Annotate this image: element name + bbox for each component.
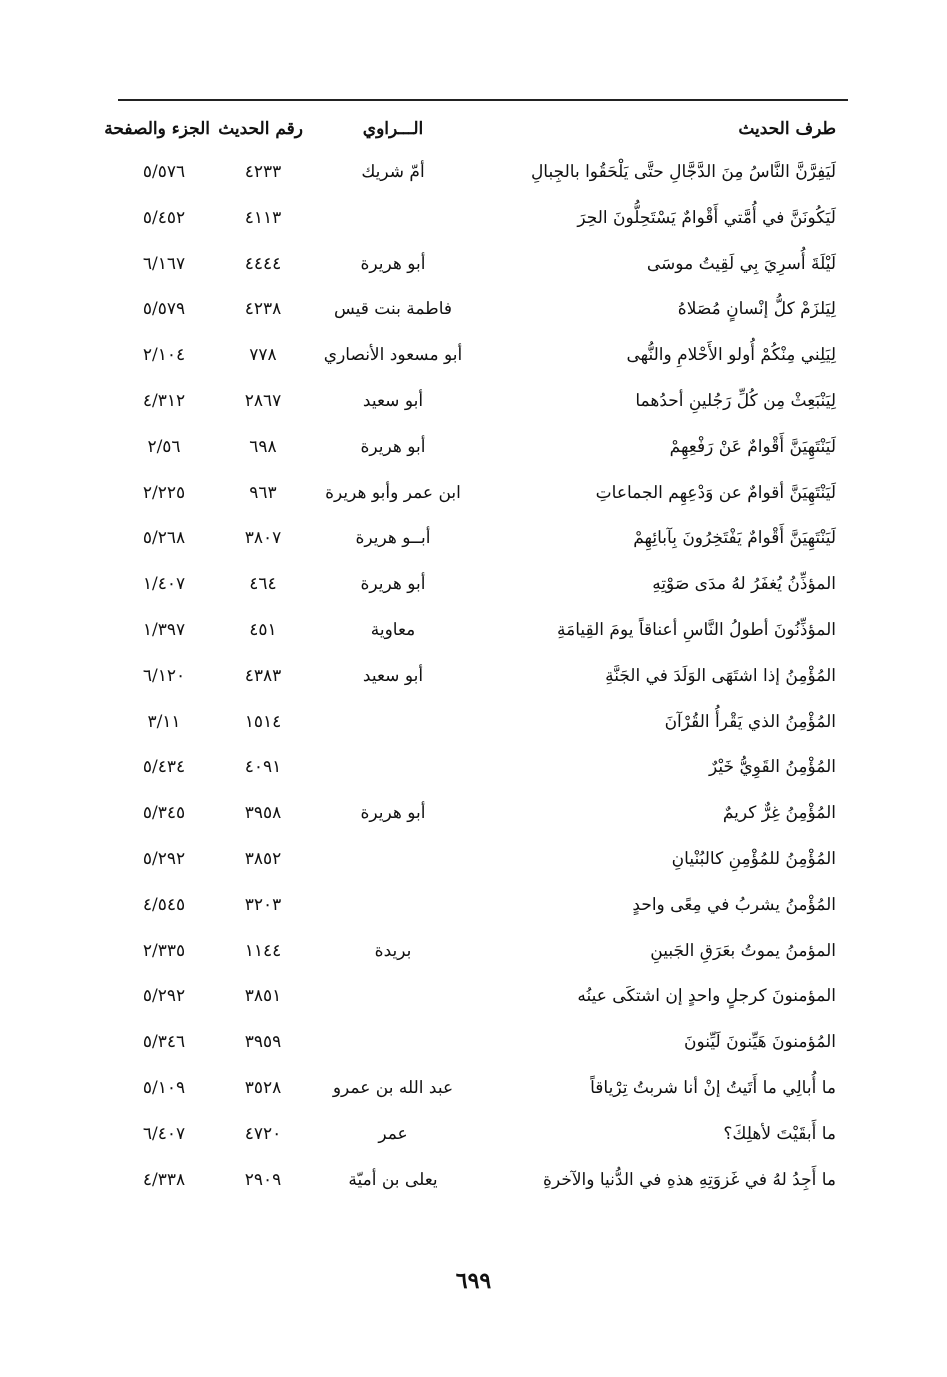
volume-page: ٦/١٢٠ xyxy=(142,665,186,686)
hadith-number: ٦٩٨ xyxy=(249,436,277,457)
hadith-text: لَيَكُونَنَّ في أُمَّتي أَقْوامٌ يَسْتَحِلُّونَ الحِرَ xyxy=(577,207,836,228)
header-hadith-text: طرف الحديث xyxy=(738,119,836,139)
volume-page: ٦/١٦٧ xyxy=(142,253,186,274)
volume-page: ٤/٥٤٥ xyxy=(142,894,186,915)
narrator: أبو هريرة xyxy=(360,436,426,457)
table-header xyxy=(104,112,848,146)
narrator: عمر xyxy=(378,1123,408,1144)
hadith-text: لَيَنْتَهِيَنَّ أقوامٌ عن وَدْعِهِم الجماعاتِ xyxy=(595,482,836,503)
volume-page: ٢/٣٣٥ xyxy=(142,940,186,961)
hadith-number: ٤٢٣٨ xyxy=(244,299,282,320)
table-row xyxy=(118,1160,848,1200)
table-row xyxy=(118,427,848,467)
hadith-text: المُؤمنونَ هَيِّنونَ لَيِّنونَ xyxy=(683,1032,836,1053)
table-row xyxy=(118,1114,848,1154)
table-row xyxy=(118,518,848,558)
header-rule xyxy=(118,99,848,101)
volume-page: ٤/٣٣٨ xyxy=(142,1169,186,1190)
hadith-number: ١١٤٤ xyxy=(244,940,282,961)
volume-page: ١/٤٠٧ xyxy=(142,574,186,595)
table-row xyxy=(118,198,848,238)
table-row xyxy=(118,244,848,284)
table-row xyxy=(118,702,848,742)
hadith-number: ٣٥٢٨ xyxy=(244,1078,282,1098)
hadith-number: ٢٨٦٧ xyxy=(244,391,282,411)
volume-page: ٢/١٠٤ xyxy=(142,345,186,366)
volume-page: ٣/١١ xyxy=(147,711,181,732)
hadith-number: ٤٣٨٣ xyxy=(244,665,282,686)
hadith-number: ٤٢٣٣ xyxy=(244,162,282,182)
hadith-text: لِيَلِني مِنْكُمْ أُولو الأَحْلامِ والنُّهى xyxy=(626,345,836,366)
volume-page: ٢/٥٦ xyxy=(147,436,181,457)
hadith-text: المؤذِّنُونَ أطولُ النَّاسِ أعناقاً يومَ القِيامَةِ xyxy=(556,620,836,640)
narrator: فاطمة بنت قيس xyxy=(333,299,453,320)
hadith-text: لَيَفِرَّنَّ النَّاسُ مِنَ الدَّجَّالِ حتَّى يَلْحَقُوا بالجِبالِ xyxy=(530,162,836,182)
narrator: ابن عمر وأبو هريرة xyxy=(325,482,461,503)
table-row xyxy=(118,473,848,513)
hadith-text: لِيَنْبَعِثْ مِن كُلِّ رَجُلينِ أحدُهما xyxy=(635,391,836,411)
hadith-text: ما أَجِدُ لهُ في غَزوَتِهِ هذهِ في الدُّنيا والآخرةِ xyxy=(543,1169,836,1190)
table-row xyxy=(118,289,848,329)
volume-page: ٥/٤٣٤ xyxy=(142,757,186,778)
hadith-text: المُؤْمِنُ إذا اشتَهَى الوَلَدَ في الجَنَّةِ xyxy=(605,665,836,686)
volume-page: ٥/٢٦٨ xyxy=(142,528,186,549)
hadith-number: ٤١١٣ xyxy=(244,207,282,228)
narrator: بريدة xyxy=(374,940,412,961)
hadith-number: ٤٧٢٠ xyxy=(244,1123,282,1144)
header-narrator: الـــراوي xyxy=(362,119,424,139)
hadith-number: ٣٩٥٨ xyxy=(244,803,282,824)
volume-page: ٥/٥٧٦ xyxy=(142,162,186,182)
header-hadith-number: رقم الحديث xyxy=(218,119,303,139)
hadith-number: ٣٨٥١ xyxy=(244,986,282,1007)
narrator: عبد الله بن عمرو xyxy=(332,1078,454,1098)
narrator: أمّ شريك xyxy=(361,162,425,182)
hadith-number: ٣٢٠٣ xyxy=(244,894,282,915)
hadith-number: ١٥١٤ xyxy=(244,711,282,732)
hadith-text: المُؤْمِنُ للمُؤْمِنِ كالبُنْيانِ xyxy=(671,849,836,869)
volume-page: ٥/٢٩٢ xyxy=(142,986,186,1007)
hadith-number: ٣٨٥٢ xyxy=(244,849,282,869)
table-row xyxy=(118,152,848,192)
hadith-text: المؤذِّنُ يُغفَرُ لهُ مدَى صَوْتِهِ xyxy=(652,574,836,595)
hadith-text: المُؤْمنُ يشربُ في مِعًى واحدٍ xyxy=(632,894,836,915)
table-row xyxy=(118,747,848,787)
narrator: أبو هريرة xyxy=(360,803,426,824)
table-row xyxy=(118,885,848,925)
hadith-text: لَيَنْتَهِيَنَّ أَقْوامٌ عَنْ رَفْعِهِمْ xyxy=(669,436,836,457)
hadith-number: ٤٠٩١ xyxy=(244,757,282,778)
table-row xyxy=(118,839,848,879)
page-number: ٦٩٩ xyxy=(455,1268,492,1294)
header-volume-page: الجزء والصفحة xyxy=(104,119,210,139)
table-row xyxy=(118,610,848,650)
table-row xyxy=(118,793,848,833)
hadith-number: ٣٩٥٩ xyxy=(244,1032,282,1053)
narrator: أبــو هريرة xyxy=(355,528,431,549)
narrator: أبو مسعود الأنصاري xyxy=(323,345,463,366)
hadith-text: المُؤْمِنُ القَوِيُّ خَيْرٌ xyxy=(709,757,836,778)
hadith-text: لَيْلَةَ أُسرِيَ بِي لَقِيتُ موسَى xyxy=(646,253,836,274)
narrator: أبو هريرة xyxy=(360,574,426,595)
volume-page: ٦/٤٠٧ xyxy=(142,1123,186,1144)
volume-page: ٥/٣٤٥ xyxy=(142,803,186,824)
hadith-number: ٧٧٨ xyxy=(249,345,277,366)
hadith-text: لَيَنْتَهِيَنَّ أَقْوامٌ يَفْتَخِرُونَ بِآبائِهِمْ xyxy=(633,528,836,549)
narrator: أبو هريرة xyxy=(360,253,426,274)
narrator: معاوية xyxy=(370,620,416,640)
volume-page: ٥/٣٤٦ xyxy=(142,1032,186,1053)
hadith-number: ٣٨٠٧ xyxy=(244,528,282,549)
hadith-number: ٤٦٤ xyxy=(249,574,277,595)
hadith-text: المؤمنونَ كرجلٍ واحدٍ إن اشتكَى عينُه xyxy=(577,986,836,1007)
hadith-text: المُؤْمِنُ الذي يَقْرأُ القُرْآنَ xyxy=(664,711,836,732)
volume-page: ٥/٥٧٩ xyxy=(142,299,186,320)
hadith-number: ٤٥١ xyxy=(249,620,277,640)
hadith-text: ما أُبالِي ما أَتَيتُ إنْ أنا شربتُ تِرْياقاً xyxy=(590,1078,836,1098)
table-row xyxy=(118,335,848,375)
hadith-text: لِيَلزَمْ كلُّ إنْسانٍ مُصَلاهُ xyxy=(677,299,836,320)
table-row xyxy=(118,564,848,604)
table-row xyxy=(118,1068,848,1108)
volume-page: ٢/٢٢٥ xyxy=(142,482,186,503)
hadith-number: ٤٤٤٤ xyxy=(244,253,282,274)
volume-page: ٤/٣١٢ xyxy=(142,391,186,411)
table-row xyxy=(118,976,848,1016)
table-row xyxy=(118,1022,848,1062)
narrator: أبو سعيد xyxy=(362,665,424,686)
hadith-number: ٩٦٣ xyxy=(249,482,277,503)
narrator: يعلى بن أميّة xyxy=(348,1169,438,1190)
table-row xyxy=(118,656,848,696)
volume-page: ٥/٤٥٢ xyxy=(142,207,186,228)
volume-page: ٥/١٠٩ xyxy=(142,1078,186,1098)
volume-page: ٥/٢٩٢ xyxy=(142,849,186,869)
narrator: أبو سعيد xyxy=(362,391,424,411)
hadith-number: ٢٩٠٩ xyxy=(244,1169,282,1190)
table-row xyxy=(118,381,848,421)
hadith-text: المؤمنُ يموتُ بعَرَقِ الجَبينِ xyxy=(650,940,836,961)
hadith-text: ما أَبقَيْتَ لأهلِكَ؟ xyxy=(723,1123,836,1144)
hadith-text: المُؤْمِنُ غِرٌّ كريمٌ xyxy=(722,803,836,824)
volume-page: ١/٣٩٧ xyxy=(142,620,186,640)
table-row xyxy=(118,931,848,971)
